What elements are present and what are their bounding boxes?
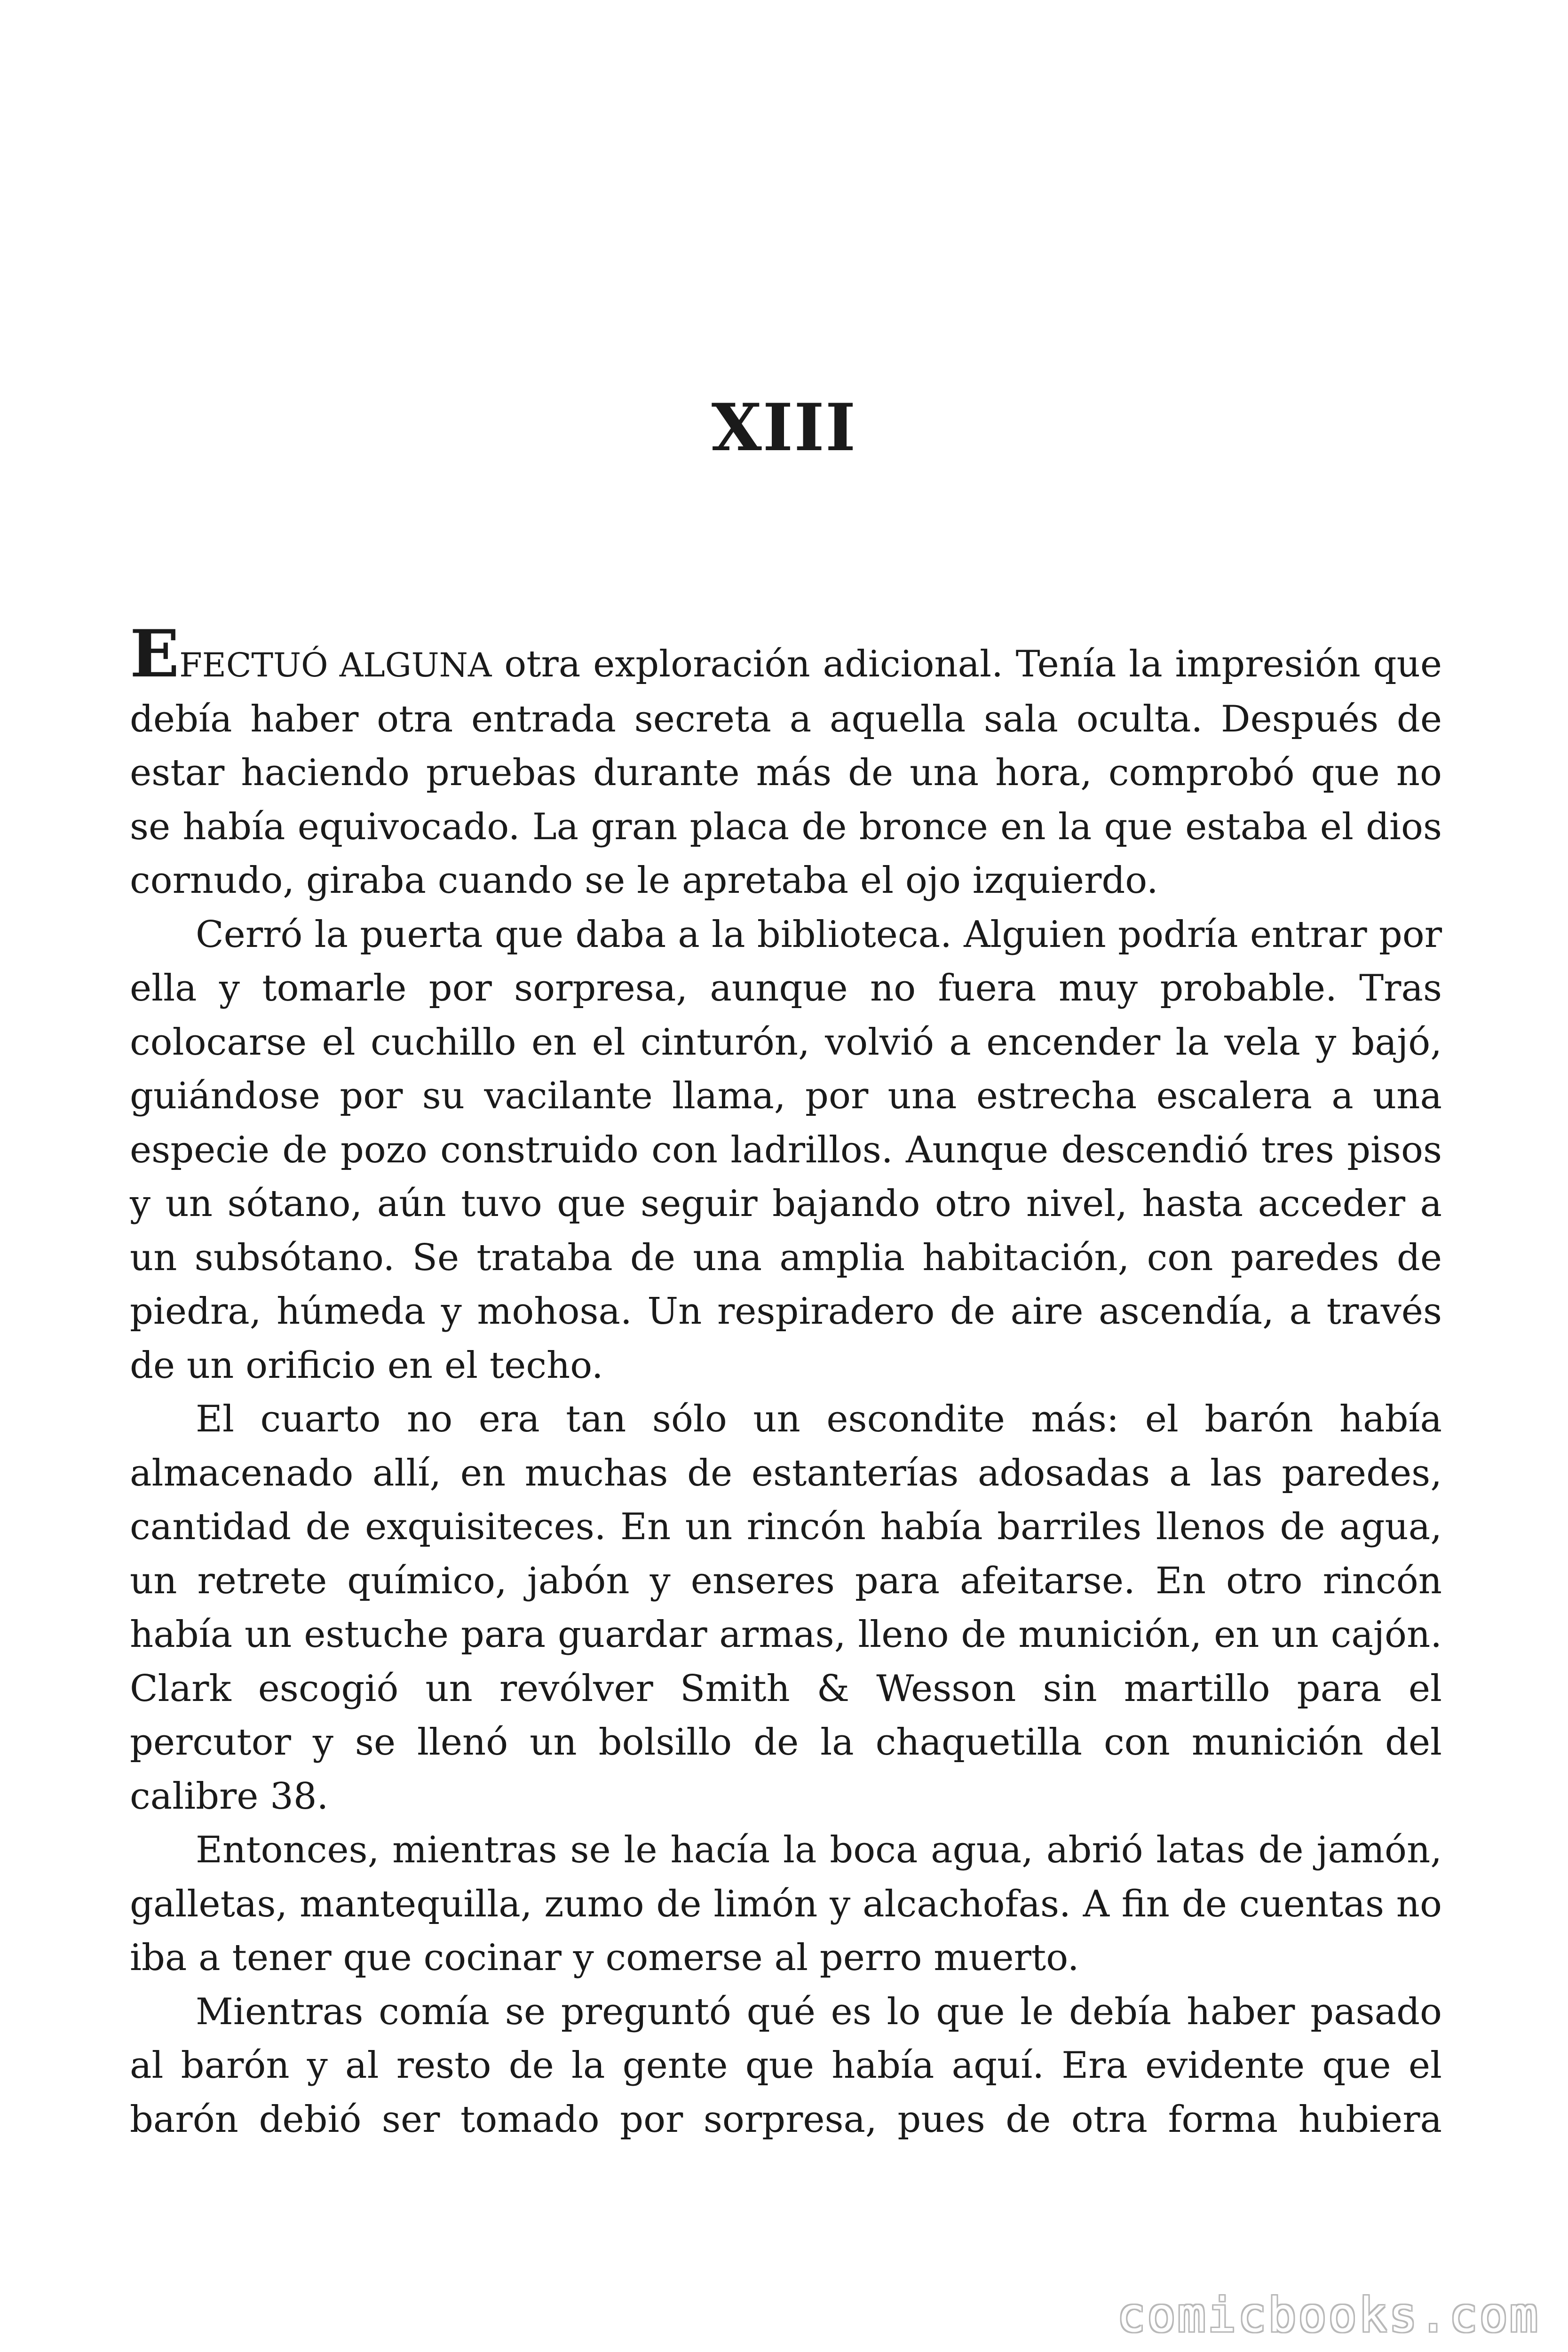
site-watermark: comicbooks.com <box>1117 2288 1540 2343</box>
paragraph-4: Mientras comía se preguntó qué es lo que le debía haber pasado al barón y al resto de la gente que había aquí. Era evidente que el barón debió ser tomado por sorpresa, pues de otra forma hubiera <box>130 1990 1442 2141</box>
paragraph-3: Entonces, mientras se le hacía la boca agua, abrió latas de jamón, galletas, mantequilla, zumo de limón y alcachofas. A fin de cuentas no iba a tener que cocinar y comerse al perro muerto. <box>130 1829 1442 1979</box>
paragraph-1: Cerró la puerta que daba a la biblioteca. Alguien podría entrar por ella y tomarle por sorpresa, aunque no fuera muy probable. Tras colocarse el cuchillo en el cinturón, volvió a encender la vela y bajó, guiándose por su vacilante llama, por una estrecha escalera a una especie de pozo construido con ladrillos. Aunque descendió tres pisos y un sótano, aún tuvo que seguir bajando otro nivel, hasta acceder a un subsótano. Se trataba de una amplia habitación, con paredes de piedra, húmeda y mohosa. Un respiradero de aire ascendía, a través de un orificio en el techo. <box>130 913 1442 1387</box>
chapter-heading: XIII <box>711 389 857 466</box>
drop-initial: E <box>130 615 180 692</box>
chapter-text <box>130 615 1442 2146</box>
opening-paragraph <box>130 615 1442 908</box>
opening-text: otra exploración adicional. Tenía la impresión que debía haber otra entrada secreta a aquella sala oculta. Después de estar haciendo pruebas durante más de una hora, comprobó que no se había equivocado. La gran placa de bronce en la que estaba el dios cornudo, giraba cuando se le apretaba el ojo izquierdo. <box>130 643 1442 902</box>
opening-small-caps: FECTUÓ ALGUNA <box>179 646 492 684</box>
paragraph-2: El cuarto no era tan sólo un escondite más: el barón había almacenado allí, en muchas de estanterías adosadas a las paredes, cantidad de exquisiteces. En un rincón había barriles llenos de agua, un retrete químico, jabón y enseres para afeitarse. En otro rincón había un estuche para guardar armas, lleno de munición, en un cajón. Clark escogió un revólver Smith & Wesson sin martillo para el percutor y se llenó un bolsillo de la chaquetilla con munición del calibre 38. <box>130 1398 1442 1818</box>
